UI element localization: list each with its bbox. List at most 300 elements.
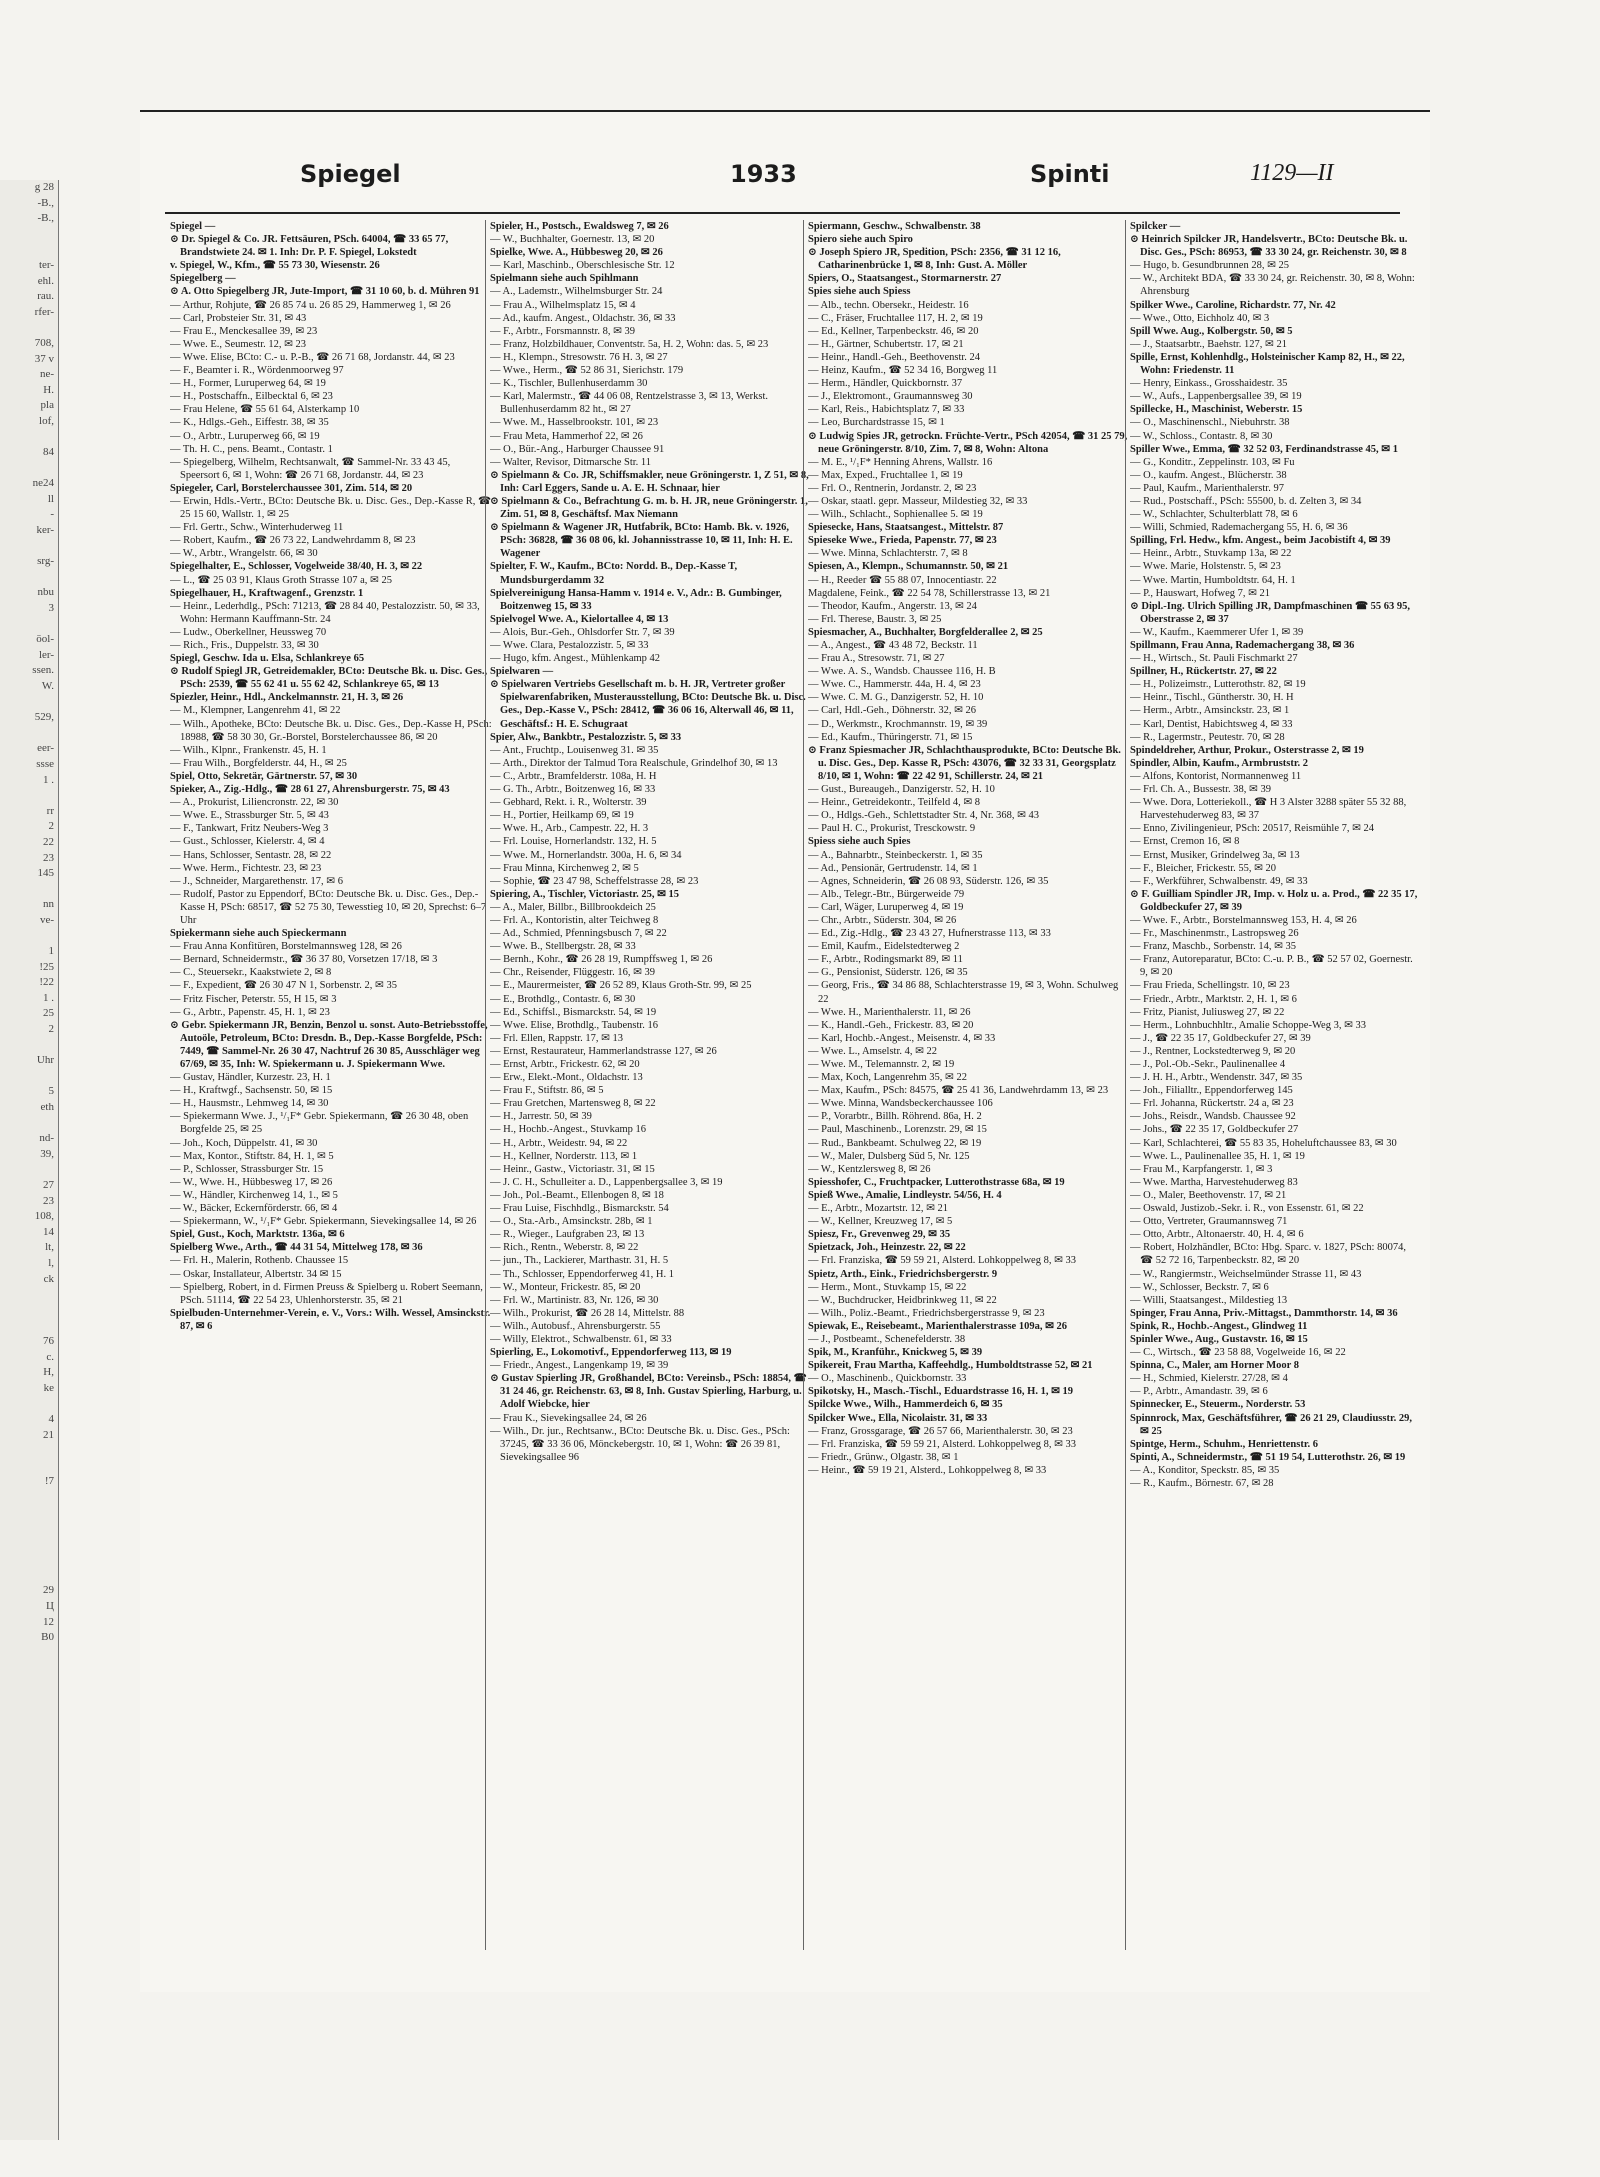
directory-entry: — Wwe. Elise, Brothdlg., Taubenstr. 16: [490, 1019, 659, 1031]
directory-entry: — F., Werkführer, Schwalbenstr. 49, ✉ 33: [1130, 875, 1308, 887]
edge-fragment: 27: [43, 1179, 54, 1191]
directory-entry: — W., Kentzlersweg 8, ✉ 26: [808, 1163, 931, 1175]
directory-entry: — W., Monteur, Frickestr. 85, ✉ 20: [490, 1281, 641, 1293]
directory-entry: — Frl. W., Martinistr. 83, Nr. 126, ✉ 30: [490, 1294, 659, 1306]
directory-entry: Spinna, C., Maler, am Horner Moor 8: [1130, 1360, 1299, 1372]
directory-entry: ⊙ F. Guilliam Spindler JR, Imp. v. Holz u. a. Prod., ☎ 22 35 17, Goldbeckufer 27, ✉ 39: [1130, 888, 1418, 913]
directory-entry: — Bernh., Kohr., ☎ 26 28 19, Rumpffsweg 1, ✉ 26: [490, 954, 713, 966]
directory-entry: — J., Postbeamt., Schenefelderstr. 38: [808, 1333, 966, 1345]
directory-entry: ⊙ Dr. Spiegel & Co. JR. Fettsäuren, PSch. 64004, ☎ 33 65 77, Brandstwiete 24. ✉ 1. Inh: Dr. P. F. Spiegel, Lokstedt: [170, 234, 449, 259]
directory-entry: — Rich., Fris., Duppelstr. 33, ✉ 30: [170, 640, 319, 651]
directory-entry: — Ad., Schmied, Pfenningsbusch 7, ✉ 22: [490, 928, 667, 940]
directory-entry: — Frl. O., Rentnerin, Jordanstr. 2, ✉ 23: [808, 482, 977, 494]
directory-entry: — Heinr., Tischl., Güntherstr. 30, H. H: [1130, 692, 1294, 704]
directory-entry: Spielvogel Wwe. A., Kielortallee 4, ✉ 13: [490, 613, 669, 625]
directory-entry: — Wwe. M., Hasselbrookstr. 101, ✉ 23: [490, 417, 659, 429]
directory-entry: — Frl. Franziska, ☎ 59 59 21, Alsterd. Lohkoppelweg 8, ✉ 33: [808, 1438, 1077, 1450]
directory-entry: — Fritz, Pianist, Juliusweg 27, ✉ 22: [1130, 1006, 1285, 1018]
directory-entry: — J., Pol.-Ob.-Sekr., Paulinenallee 4: [1130, 1059, 1286, 1070]
directory-entry: — E., Maurermeister, ☎ 26 52 89, Klaus Groth-Str. 99, ✉ 25: [490, 980, 752, 992]
directory-entry: — Otto, Arbtr., Altonaerstr. 40, H. 4, ✉ 6: [1130, 1229, 1304, 1241]
directory-entry: — Erw., Elekt.-Mont., Oldachstr. 13: [490, 1072, 643, 1084]
directory-entry: — Karl, Reis., Habichtsplatz 7, ✉ 33: [808, 404, 965, 416]
directory-entry: — H., Postschaffn., Eilbecktal 6, ✉ 23: [170, 391, 333, 403]
directory-entry: — Ad., kaufm. Angest., Oldachstr. 36, ✉ 33: [490, 312, 676, 324]
directory-entry: Spies siehe auch Spiess: [808, 286, 911, 298]
directory-entry: — Karl, Malermstr., ☎ 44 06 08, Rentzelstrasse 3, ✉ 13, Werkst. Bullenhuserdamm 82 ht., ✉ 27: [490, 391, 769, 416]
directory-entry: Spieker, A., Zig.-Hdlg., ☎ 28 61 27, Ahrensburgerstr. 75, ✉ 43: [170, 784, 450, 796]
directory-entry: — Heinr., Gastw., Victoriastr. 31, ✉ 15: [490, 1163, 655, 1175]
directory-entry: — Oskar, Installateur, Albertstr. 34 ✉ 15: [170, 1268, 342, 1280]
directory-entry: — Wwe. Minna, Schlachterstr. 7, ✉ 8: [808, 548, 968, 560]
directory-entry: — C., Arbtr., Bramfelderstr. 108a, H. H: [490, 770, 657, 782]
directory-entry: — Wwe. M., Hornerlandstr. 300a, H. 6, ✉ 34: [490, 849, 682, 861]
directory-entry: — A., Maler, Billbr., Billbrookdeich 25: [490, 901, 656, 913]
directory-entry: — Wwe. Elise, BCto: C.- u. P.-B., ☎ 26 71 68, Jordanstr. 44, ✉ 23: [170, 351, 455, 363]
directory-entry: Spinnrock, Max, Geschäftsführer, ☎ 26 21 29, Claudiusstr. 29, ✉ 25: [1130, 1412, 1413, 1437]
directory-entry: — Heinr., Lederhdlg., PSch: 71213, ☎ 28 84 40, Pestalozzistr. 50, ✉ 33, Wohn: Hermann Kauffmann-Str. 24: [170, 600, 480, 625]
directory-entry: — W., Architekt BDA, ☎ 33 30 24, gr. Reichenstr. 30, ✉ 8, Wohn: Ahrensburg: [1130, 273, 1415, 298]
directory-entry: — Chr., Arbtr., Süderstr. 304, ✉ 26: [808, 914, 957, 926]
directory-entry: — Fr., Maschinenmstr., Lastropsweg 26: [1130, 928, 1299, 940]
edge-fragment: nbu: [37, 586, 54, 599]
directory-entry: Spiesshofer, C., Fruchtpacker, Lutterothstrasse 68a, ✉ 19: [808, 1176, 1065, 1188]
directory-entry: — O., Maschinenb., Quickbornstr. 33: [808, 1373, 967, 1385]
directory-entry: Spiewak, E., Reisebeamt., Marienthalerstrasse 109a, ✉ 26: [808, 1320, 1068, 1332]
directory-entry: — O., Arbtr., Luruperweg 66, ✉ 19: [170, 430, 320, 442]
edge-fragment: 21: [43, 1428, 54, 1441]
directory-entry: — O., kaufm. Angest., Blücherstr. 38: [1130, 469, 1287, 481]
directory-entry: Spiesen, A., Klempn., Schumannstr. 50, ✉ 21: [808, 561, 1009, 573]
directory-entry: Spiegelhauer, H., Kraftwagenf., Grenzstr. 1: [170, 587, 364, 599]
edge-fragment: [0, 1162, 58, 1178]
directory-entry: Spillmann, Frau Anna, Rademachergang 38, ✉ 36: [1130, 640, 1355, 651]
directory-entry: — Heinr., Getreidekontr., Teilfeld 4, ✉ 8: [808, 797, 981, 809]
directory-entry: — Ed., Zig.-Hdlg., ☎ 23 43 27, Hufnerstrasse 113, ✉ 33: [808, 928, 1051, 940]
directory-entry: ⊙ Spielmann & Co. JR, Schiffsmakler, neue Gröningerstr. 1, Z 51, ✉ 8, Inh: Carl Eggers, Sande u. A. E. H. Schnaar, hier: [490, 469, 809, 494]
directory-entry: — W., Kellner, Kreuzweg 17, ✉ 5: [808, 1216, 953, 1228]
directory-entry: — Ernst, Cremon 16, ✉ 8: [1130, 836, 1240, 848]
directory-entry: — K., Handl.-Geh., Frickestr. 83, ✉ 20: [808, 1019, 974, 1031]
directory-entry: Spilling, Frl. Hedw., kfm. Angest., beim Jacobistift 4, ✉ 39: [1130, 535, 1391, 547]
directory-entry: — Henry, Einkass., Grosshaidestr. 35: [1130, 378, 1288, 390]
directory-entry: Spieler, H., Postsch., Ewaldsweg 7, ✉ 26: [490, 221, 669, 232]
directory-entry: — A., Konditor, Speckstr. 85, ✉ 35: [1130, 1464, 1280, 1476]
edge-fragment: [0, 1443, 58, 1459]
directory-entry: — Frl. Johanna, Rückertstr. 24 a, ✉ 23: [1130, 1098, 1294, 1110]
directory-entry: — Heinr., Handl.-Geh., Beethovenstr. 24: [808, 351, 981, 363]
edge-fragment: srg-: [37, 555, 54, 568]
directory-entry: — Willy, Elektrot., Schwalbenstr. 61, ✉ 33: [490, 1333, 672, 1345]
directory-entry: — Wilh., Prokurist, ☎ 26 28 14, Mittelstr. 88: [490, 1307, 685, 1319]
directory-entry: — Frl. Therese, Baustr. 3, ✉ 25: [808, 613, 942, 625]
directory-entry: Spiess siehe auch Spies: [808, 836, 911, 848]
directory-entry: — Johs., Reisdr., Wandsb. Chaussee 92: [1130, 1111, 1296, 1123]
directory-entry: — Franz, Holzbildhauer, Conventstr. 5a, H. 2, Wohn: das. 5, ✉ 23: [490, 338, 769, 350]
directory-entry: — Wilh., Dr. jur., Rechtsanw., BCto: Deutsche Bk. u. Disc. Ges., PSch: 37245, ☎ 33 36 06, Mönckebergstr. 10, ✉ 1, Wohn: ☎ 26 39 81, Sievekingsallee 96: [490, 1425, 790, 1463]
directory-entry: Spierling, E., Lokomotivf., Eppendorferweg 113, ✉ 19: [490, 1347, 732, 1359]
directory-entry: — D., Werkmstr., Krochmannstr. 19, ✉ 39: [808, 718, 988, 730]
column-divider: [803, 220, 804, 1950]
directory-entry: ⊙ Joseph Spiero JR, Spedition, PSch: 2356, ☎ 31 12 16, Catharinenbrücke 1, ✉ 8, Inh: Gust. A. Möller: [808, 247, 1061, 272]
directory-entry: — O., Maler, Beethovenstr. 17, ✉ 21: [1130, 1189, 1287, 1201]
directory-entry: — Arthur, Rohjute, ☎ 26 85 74 u. 26 85 29, Hammerweg 1, ✉ 26: [170, 299, 451, 311]
directory-entry: — K., Tischler, Bullenhuserdamm 30: [490, 378, 648, 390]
directory-entry: — J. C. H., Schulleiter a. D., Lappenbergsallee 3, ✉ 19: [490, 1176, 723, 1188]
directory-entry: — Bernard, Schneidermstr., ☎ 36 37 80, Vorsetzen 17/18, ✉ 3: [170, 954, 438, 966]
directory-entry: — R., Lagermstr., Peutestr. 70, ✉ 28: [1130, 731, 1285, 743]
directory-entry: Spiesecke, Hans, Staatsangest., Mittelstr. 87: [808, 522, 1004, 534]
directory-entry: — Herm., Arbtr., Amsinckstr. 23, ✉ 1: [1130, 705, 1290, 717]
directory-entry: Spilcker —: [1130, 221, 1181, 232]
directory-entry: — Frau Luise, Fischhdlg., Bismarckstr. 54: [490, 1203, 669, 1215]
edge-fragment: 529,: [34, 711, 54, 724]
directory-entry: — F., Arbtr., Forsmannstr. 8, ✉ 39: [490, 325, 636, 337]
directory-entry: — C., Steuersekr., Kaakstwiete 2, ✉ 8: [170, 967, 332, 979]
directory-entry: — A., Bahnarbtr., Steinbeckerstr. 1, ✉ 35: [808, 849, 983, 861]
directory-entry: Spilcker Wwe., Ella, Nicolaistr. 31, ✉ 33: [808, 1412, 988, 1424]
edge-fragment: ter-: [38, 258, 54, 271]
edge-fragment: lt,: [45, 1241, 54, 1254]
directory-entry: — Wwe. M., Telemannstr. 2, ✉ 19: [808, 1059, 955, 1070]
directory-entry: — Frau A., Stresowstr. 71, ✉ 27: [808, 653, 945, 665]
directory-entry: — Frl. H., Malerin, Rothenb. Chaussee 15: [170, 1255, 349, 1267]
edge-fragment: !25: [39, 960, 54, 973]
directory-entry: — Wwe. Martin, Humboldtstr. 64, H. 1: [1130, 574, 1296, 586]
directory-entry: — H., Polizeimstr., Lutterothstr. 82, ✉ 19: [1130, 679, 1306, 691]
directory-entry: Spikotsky, H., Masch.-Tischl., Eduardstrasse 16, H. 1, ✉ 19: [808, 1386, 1074, 1398]
edge-fragment: [0, 1552, 58, 1568]
directory-entry: — Erwin, Hdls.-Vertr., BCto: Deutsche Bk. u. Disc. Ges., Dep.-Kasse R, ☎ 25 15 60, Wallstr. 1, ✉ 25: [170, 495, 492, 521]
directory-entry: — H., Kellner, Norderstr. 113, ✉ 1: [490, 1150, 638, 1162]
directory-entry: — Willi, Staatsangest., Mildestieg 13: [1130, 1294, 1288, 1306]
directory-entry: — Hugo, b. Gesundbrunnen 28, ✉ 25: [1130, 260, 1289, 272]
edge-fragment: Uhr: [36, 1054, 54, 1067]
directory-entry: — Frl. Ch. A., Bussestr. 38, ✉ 39: [1130, 784, 1271, 796]
directory-entry: — Paul, Kaufm., Marienthalerstr. 97: [1130, 482, 1284, 494]
directory-entry: — Franz, Grossgarage, ☎ 26 57 66, Marienthalerstr. 30, ✉ 23: [808, 1425, 1073, 1437]
directory-entry: — Georg, Fris., ☎ 34 86 88, Schlachterstrasse 19, ✉ 3, Wohn. Schulweg 22: [808, 980, 1119, 1005]
directory-entry: — Carl, Probsteier Str. 31, ✉ 43: [170, 312, 307, 324]
header-left-keyword: Spiegel: [300, 160, 401, 188]
directory-entry: — Wwe. H., Marienthalerstr. 11, ✉ 26: [808, 1006, 971, 1018]
edge-fragment: [0, 320, 58, 336]
directory-entry: — H., Reeder ☎ 55 88 07, Innocentiastr. 22: [808, 574, 997, 586]
directory-entry: — Friedr., Arbtr., Marktstr. 2, H. 1, ✉ 6: [1130, 993, 1297, 1005]
edge-fragment: ke: [43, 1381, 54, 1394]
edge-fragment: [0, 1505, 58, 1521]
directory-entry: Spink, R., Hochb.-Angest., Glindweg 11: [1130, 1320, 1308, 1332]
directory-entry: — W., Kaufm., Kaemmerer Ufer 1, ✉ 39: [1130, 626, 1304, 638]
directory-entry: Spill Wwe. Aug., Kolbergstr. 50, ✉ 5: [1130, 325, 1293, 337]
page-header: [140, 160, 1430, 206]
edge-fragment: ssen.: [32, 664, 54, 677]
edge-fragment: [0, 1318, 58, 1334]
edge-fragment: nn: [43, 898, 54, 911]
directory-entry: — Ed., Kaufm., Thüringerstr. 71, ✉ 15: [808, 731, 973, 743]
edge-fragment: [0, 617, 58, 633]
directory-entry: — Wwe. Minna, Wandsbeckerchaussee 106: [808, 1098, 993, 1110]
directory-entry: — Gust., Bureaugeh., Danzigerstr. 52, H. 10: [808, 784, 995, 796]
directory-entry: — Arth., Direktor der Talmud Tora Realschule, Grindelhof 30, ✉ 13: [490, 757, 778, 769]
edge-fragment: [0, 929, 58, 945]
column-3: [808, 220, 1130, 1980]
edge-fragment: 14: [43, 1225, 54, 1238]
directory-entry: — O., Bür.-Ang., Harburger Chaussee 91: [490, 443, 665, 455]
directory-entry: — Rich., Rentn., Weberstr. 8, ✉ 22: [490, 1242, 639, 1254]
column-1: [170, 220, 492, 1980]
directory-entry: — P., Schlosser, Strassburger Str. 15: [170, 1163, 324, 1175]
edge-fragment: [0, 1459, 58, 1475]
edge-fragment: B0: [41, 1631, 54, 1644]
directory-entry: — W., Arbtr., Wrangelstr. 66, ✉ 30: [170, 548, 318, 560]
directory-entry: — A., Angest., ☎ 43 48 72, Beckstr. 11: [808, 640, 978, 651]
directory-entry: — G., Pensionist, Süderstr. 126, ✉ 35: [808, 967, 968, 979]
previous-page-edge: [0, 180, 59, 2140]
directory-entry: — Max, Kontor., Stiftstr. 84, H. 1, ✉ 5: [170, 1150, 334, 1162]
directory-entry: — Spiekermann Wwe. J., ¹/₁F* Gebr. Spiekermann, ☎ 26 30 48, oben Borgfelde 25, ✉ 25: [170, 1111, 469, 1136]
directory-entry: — H., Former, Luruperweg 64, ✉ 19: [170, 378, 326, 390]
directory-entry: — H., Hausmstr., Lehmweg 14, ✉ 30: [170, 1098, 329, 1110]
directory-entry: Spik, M., Kranführ., Knickweg 5, ✉ 39: [808, 1347, 983, 1359]
directory-entry: Spiesmacher, A., Buchhalter, Borgfelderallee 2, ✉ 25: [808, 626, 1043, 638]
edge-fragment: eer-: [37, 742, 54, 755]
directory-entry: v. Spiegel, W., Kfm., ☎ 55 73 30, Wiesenstr. 26: [170, 260, 380, 272]
directory-entry: — Otto, Vertreter, Graumannsweg 71: [1130, 1216, 1288, 1228]
edge-fragment: ker-: [36, 524, 54, 537]
directory-entry: Spintge, Herm., Schuhm., Henriettenstr. 6: [1130, 1438, 1319, 1450]
edge-fragment: [0, 1287, 58, 1303]
directory-entry: — Ant., Fruchtp., Louisenweg 31. ✉ 35: [490, 744, 659, 756]
edge-fragment: ve-: [39, 913, 54, 926]
directory-entry: — Frau E., Menckesallee 39, ✉ 23: [170, 325, 318, 337]
directory-entry: — Heinr., ☎ 59 19 21, Alsterd., Lohkoppelweg 8, ✉ 33: [808, 1464, 1047, 1476]
directory-entry: — Wwe. E., Seumestr. 12, ✉ 23: [170, 338, 307, 350]
directory-entry: — Oswald, Justizob.-Sekr. i. R., von Essenstr. 61, ✉ 22: [1130, 1203, 1364, 1215]
directory-entry: — Wwe. L., Amselstr. 4, ✉ 22: [808, 1045, 938, 1057]
directory-entry: — Hugo, kfm. Angest., Mühlenkamp 42: [490, 653, 661, 665]
directory-entry: Spillecke, H., Maschinist, Weberstr. 15: [1130, 404, 1303, 416]
directory-entry: — Rud., Postschaff., PSch: 55500, b. d. Zelten 3, ✉ 34: [1130, 495, 1362, 507]
edge-fragment: ne24: [32, 477, 54, 490]
directory-entry: — jun., Th., Lackierer, Marthastr. 31, H. 5: [490, 1255, 669, 1267]
directory-entry: — Friedr., Grünw., Olgastr. 38, ✉ 1: [808, 1451, 959, 1463]
directory-entry: — Ed., Schiffsl., Bismarckstr. 54, ✉ 19: [490, 1006, 657, 1018]
directory-entry: Spiegel —: [170, 221, 216, 232]
directory-entry: — Hans, Schlosser, Sentastr. 28, ✉ 22: [170, 849, 332, 861]
directory-entry: — Frau Anna Konfitüren, Borstelmannsweg 128, ✉ 26: [170, 941, 402, 953]
directory-entry: — O., Hdlgs.-Geh., Schlettstadter Str. 4, Nr. 368, ✉ 43: [808, 810, 1040, 822]
directory-entry: — A., Lademstr., Wilhelmsburger Str. 24: [490, 286, 663, 298]
directory-entry: Spieseke Wwe., Frieda, Papenstr. 77, ✉ 23: [808, 535, 997, 547]
directory-entry: — H., Jarrestr. 50, ✉ 39: [490, 1111, 592, 1123]
directory-entry: Spielberg Wwe., Arth., ☎ 44 31 54, Mittelweg 178, ✉ 36: [170, 1242, 423, 1254]
directory-entry: — Frau A., Wilhelmsplatz 15, ✉ 4: [490, 299, 636, 311]
directory-entry: — Wwe. Dora, Lotteriekoll., ☎ H 3 Alster 3288 später 55 32 88, Harvestehuderweg 83, ✉ 37: [1130, 797, 1407, 822]
edge-fragment: [0, 461, 58, 477]
directory-entry: — G. Th., Arbtr., Boitzenweg 16, ✉ 33: [490, 784, 656, 796]
directory-entry: — Wwe. A. S., Wandsb. Chaussee 116, H. B: [808, 666, 996, 678]
edge-fragment: H,: [43, 1366, 54, 1379]
directory-entry: — Th., Schlosser, Eppendorferweg 41, H. 1: [490, 1268, 674, 1280]
edge-fragment: [0, 1568, 58, 1584]
directory-entry: Spille, Ernst, Kohlenhdlg., Holsteinischer Kamp 82, H., ✉ 22, Wohn: Friedenstr. 11: [1130, 351, 1405, 377]
directory-entry: — J., Schneider, Margarethenstr. 17, ✉ 6: [170, 875, 343, 887]
edge-fragment: 12: [43, 1615, 54, 1628]
directory-entry: — Heinz, Kaufm., ☎ 52 34 16, Borgweg 11: [808, 365, 998, 377]
edge-fragment: [0, 695, 58, 711]
directory-entry: Spinnecker, E., Steuerm., Norderstr. 53: [1130, 1399, 1306, 1411]
directory-entry: ⊙ Ludwig Spies JR, getrockn. Früchte-Vertr., PSch 42054, ☎ 31 25 79, neue Gröningerstr. 8/10, Zim. 7, ✉ 8, Wohn: Altona: [808, 430, 1128, 455]
directory-entry: — Rud., Bankbeamt. Schulweg 22, ✉ 19: [808, 1137, 982, 1149]
directory-entry: — Ad., Pensionär, Gertrudenstr. 14, ✉ 1: [808, 862, 978, 874]
edge-fragment: 23: [43, 851, 54, 864]
edge-fragment: 84: [43, 446, 54, 459]
directory-entry: — F., Expedient, ☎ 26 30 47 N 1, Sorbenstr. 2, ✉ 35: [170, 980, 397, 992]
edge-fragment: 1 .: [43, 773, 54, 786]
directory-entry: — Wwe. C. M. G., Danzigerstr. 52, H. 10: [808, 692, 984, 704]
directory-entry: — Emil, Kaufm., Eidelstedterweg 2: [808, 941, 960, 953]
edge-fragment: 3: [48, 602, 54, 615]
edge-fragment: [0, 242, 58, 258]
directory-entry: — Wilh., Schlacht., Sophienallee 5. ✉ 19: [808, 509, 983, 521]
directory-entry: — Wilh., Apotheke, BCto: Deutsche Bk. u. Disc. Ges., Dep.-Kasse H, PSch: 18988, ☎ 58 30 30, Gr.-Borstel, Borstelerchaussee 86, ✉ 20: [170, 718, 492, 743]
directory-entry: ⊙ Rudolf Spiegl JR, Getreidemakler, BCto: Deutsche Bk. u. Disc. Ges., PSch: 2539, ☎ 55 62 41 u. 55 62 42, Schlankreye 65, ✉ 13: [170, 666, 488, 691]
directory-entry: — Frau F., Stiftstr. 86, ✉ 5: [490, 1085, 604, 1097]
directory-entry: — Wwe., Herm., ☎ 52 86 31, Sierichstr. 179: [490, 365, 684, 377]
directory-entry: — W., Bäcker, Eckernförderstr. 66, ✉ 4: [170, 1203, 338, 1215]
directory-entry: — R., Wieger., Laufgraben 23, ✉ 13: [490, 1229, 645, 1241]
directory-entry: — H., Schmied, Kielerstr. 27/28, ✉ 4: [1130, 1373, 1288, 1385]
directory-entry: — Oskar, staatl. gepr. Masseur, Mildestieg 32, ✉ 33: [808, 495, 1028, 507]
directory-entry: Spiegelhalter, E., Schlosser, Vogelweide 38/40, H. 3, ✉ 22: [170, 561, 423, 573]
edge-fragment: c.: [46, 1350, 54, 1363]
edge-fragment: 2: [48, 820, 54, 833]
directory-entry: — Spiegelberg, Wilhelm, Rechtsanwalt, ☎ Sammel-Nr. 33 43 45, Speersort 6, ✉ 1, Wohn: ☎ 26 71 68, Jordanstr. 44, ✉ 23: [170, 456, 451, 481]
edge-fragment: [0, 788, 58, 804]
edge-fragment: ssse: [36, 757, 54, 770]
edge-fragment: ehl.: [37, 274, 54, 287]
directory-entry: — Wwe. Marie, Holstenstr. 5, ✉ 23: [1130, 561, 1281, 573]
column-2: [490, 220, 812, 1980]
directory-entry: — Carl, Wäger, Luruperweg 4, ✉ 19: [808, 901, 964, 913]
header-right-keyword: Spinti: [1030, 160, 1110, 188]
directory-entry: — Robert, Kaufm., ☎ 26 73 22, Landwehrdamm 8, ✉ 23: [170, 535, 416, 547]
directory-entry: — R., Kaufm., Börnestr. 67, ✉ 28: [1130, 1478, 1274, 1489]
edge-fragment: [0, 430, 58, 446]
edge-fragment: W.: [41, 680, 54, 692]
directory-entry: — Franz, Maschb., Sorbenstr. 14, ✉ 35: [1130, 941, 1296, 953]
directory-entry: — W., Aufs., Lappenbergsallee 39, ✉ 19: [1130, 391, 1302, 403]
directory-entry: — Willi, Schmied, Rademachergang 55, H. 6, ✉ 36: [1130, 522, 1348, 534]
directory-entry: — Rudolf, Pastor zu Eppendorf, BCto: Deutsche Bk. u. Disc. Ges., Dep.-Kasse H, PSch: 68517, ☎ 52 75 30, Tewesstieg 10, ✉ 20, Sprechst: 6–7 Uhr: [170, 888, 487, 926]
directory-entry: Spinger, Frau Anna, Priv.-Mittagst., Dammthorstr. 14, ✉ 36: [1130, 1307, 1398, 1319]
edge-fragment: [0, 1521, 58, 1537]
directory-entry: — Wilh., Klpnr., Frankenstr. 45, H. 1: [170, 744, 327, 756]
directory-entry: — Enno, Zivilingenieur, PSch: 20517, Reismühle 7, ✉ 24: [1130, 823, 1375, 835]
directory-entry: Spiel, Gust., Koch, Marktstr. 136a, ✉ 6: [170, 1229, 345, 1241]
directory-entry: — Frau Wilh., Borgfelderstr. 44, H., ✉ 25: [170, 757, 347, 769]
directory-entry: — M., Klempner, Langenrehm 41, ✉ 22: [170, 705, 341, 717]
directory-entry: — Ernst, Arbtr., Frickestr. 62, ✉ 20: [490, 1059, 640, 1070]
directory-entry: — E., Arbtr., Mozartstr. 12, ✉ 21: [808, 1203, 949, 1215]
directory-entry: — Frau M., Karpfangerstr. 1, ✉ 3: [1130, 1163, 1273, 1175]
directory-entry: Spielmann siehe auch Spihlmann: [490, 273, 639, 285]
directory-entry: ⊙ Spielwaren Vertriebs Gesellschaft m. b. H. JR, Vertreter großer Spielwarenfabriken, Musterausstellung, BCto: Deutsche Bk. u. Disc. Ges., Dep.-Kasse V., PSch: 28412, ☎ 36 06 16, Alterwall 46, ✉ 11, Geschäftsf.: H. E. Schugraat: [490, 679, 806, 730]
directory-entry: ⊙ Gustav Spierling JR, Großhandel, BCto: Vereinsb., PSch: 18854, ☎ 31 24 46, gr. Reichenstr. 63, ✉ 8, Inh. Gustav Spierling, Harburg, u. Adolf Wiebcke, hier: [490, 1373, 807, 1411]
directory-entry: — Max, Exped., Fruchtallee 1, ✉ 19: [808, 469, 963, 481]
edge-fragment: !22: [39, 976, 54, 989]
directory-entry: Spiering, A., Tischler, Victoriastr. 25, ✉ 15: [490, 888, 680, 900]
edge-fragment: [0, 726, 58, 742]
directory-entry: ⊙ Gebr. Spiekermann JR, Benzin, Benzol u. sonst. Auto-Betriebsstoffe, Autoöle, Petroleum, BCto: Dresdn. B., Dep.-Kasse Borgfelde, PSch: 7449, ☎ Sammel-Nr. 26 30 47, Nachtruf 26 30 85, Ausschläger weg 67/69, ✉ 35, Inh: W. Spiekermann u. J. Spiekermann Wwe.: [170, 1019, 488, 1070]
directory-entry: — Alois, Bur.-Geh., Ohlsdorfer Str. 7, ✉ 39: [490, 626, 675, 638]
edge-fragment: 25: [43, 1007, 54, 1020]
directory-entry: — W., Rangiermstr., Weichselmünder Strasse 11, ✉ 43: [1130, 1268, 1362, 1280]
directory-entry: Spikereit, Frau Martha, Kaffeehdlg., Humboldtstrasse 52, ✉ 21: [808, 1360, 1093, 1372]
directory-entry: Spiegelberg —: [170, 273, 236, 285]
edge-fragment: [0, 1038, 58, 1054]
directory-entry: — Karl, Hochb.-Angest., Meisenstr. 4, ✉ 33: [808, 1032, 996, 1044]
edge-fragment: [0, 1490, 58, 1506]
edge-fragment: [0, 570, 58, 586]
directory-entry: — Wilh., Poliz.-Beamt., Friedrichsbergerstrasse 9, ✉ 23: [808, 1307, 1045, 1319]
directory-entry: — W., Händler, Kirchenweg 14, 1., ✉ 5: [170, 1189, 338, 1201]
directory-entry: — Wwe. B., Stellbergstr. 28, ✉ 33: [490, 941, 636, 953]
directory-entry: Spietzack, Joh., Heinzestr. 22, ✉ 22: [808, 1242, 966, 1254]
edge-fragment: rau.: [37, 290, 54, 303]
column-divider: [485, 220, 486, 1950]
directory-entry: — Wwe. Martha, Harvestehuderweg 83: [1130, 1176, 1298, 1188]
directory-entry: — Wwe. F., Arbtr., Borstelmannsweg 153, H. 4, ✉ 26: [1130, 914, 1357, 926]
directory-entry: — Agnes, Schneiderin, ☎ 26 08 93, Süderstr. 126, ✉ 35: [808, 875, 1049, 887]
column-4: [1130, 220, 1420, 1980]
directory-entry: — Th. H. C., pens. Beamt., Contastr. 1: [170, 443, 333, 455]
directory-entry: — Walter, Revisor, Ditmarsche Str. 11: [490, 456, 652, 468]
directory-entry: — O., Maschinenschl., Niebuhrstr. 38: [1130, 417, 1290, 429]
directory-entry: — W., Buchdrucker, Heidbrinkweg 11, ✉ 22: [808, 1294, 997, 1306]
edge-fragment: 23: [43, 1194, 54, 1207]
directory-entry: — C., Wirtsch., ☎ 23 58 88, Vogelweide 16, ✉ 22: [1130, 1347, 1346, 1359]
directory-entry: ⊙ Dipl.-Ing. Ulrich Spilling JR, Dampfmaschinen ☎ 55 63 95, Oberstrasse 2, ✉ 37: [1130, 600, 1411, 625]
directory-entry: — H., Portier, Heilkamp 69, ✉ 19: [490, 810, 634, 822]
directory-entry: — A., Prokurist, Liliencronstr. 22, ✉ 30: [170, 797, 339, 809]
directory-entry: — W., Schlosser, Beckstr. 7, ✉ 6: [1130, 1281, 1269, 1293]
directory-entry: Spiel, Otto, Sekretär, Gärtnerstr. 57, ✉ 30: [170, 770, 358, 782]
directory-entry: — H., Hochb.-Angest., Stuvkamp 16: [490, 1124, 647, 1136]
directory-entry: — M. E., ¹/₁F* Henning Ahrens, Wallstr. 16: [808, 456, 993, 468]
edge-fragment: 708,: [34, 336, 54, 349]
directory-entry: — Frau K., Sievekingsallee 24, ✉ 26: [490, 1412, 647, 1424]
edge-fragment: H.: [43, 383, 54, 396]
directory-entry: ⊙ Franz Spiesmacher JR, Schlachthausprodukte, BCto: Deutsche Bk. u. Disc. Ges., Dep. Kasse R, PSch: 43076, ☎ 32 33 31, Georgsplatz 8/10, ✉ 1, Wohn: ☎ 22 42 91, Schillerstr. 24, ✉ 21: [808, 744, 1121, 782]
directory-entry: Spiero siehe auch Spiro: [808, 234, 913, 246]
edge-fragment: 29: [43, 1584, 54, 1597]
directory-entry: — Spielberg, Robert, in d. Firmen Preuss & Spielberg u. Robert Seemann, PSch. 51114, ☎ 22 54 23, Uhlenhorsterstr. 35, ✉ 21: [170, 1281, 483, 1306]
directory-entry: ⊙ Spielmann & Wagener JR, Hutfabrik, BCto: Hamb. Bk. v. 1926, PSch: 36828, ☎ 36 08 06, kl. Johannisstrasse 10, ✉ 11, Inh: H. E. Wagener: [490, 522, 793, 560]
directory-entry: — H., Wirtsch., St. Pauli Fischmarkt 27: [1130, 653, 1298, 665]
directory-entry: — L., ☎ 25 03 91, Klaus Groth Strasse 107 a, ✉ 25: [170, 574, 392, 586]
directory-entry: — Gust., Schlosser, Kielerstr. 4, ✉ 4: [170, 836, 325, 848]
directory-entry: Spiers, O., Staatsangest., Stormarnerstr. 27: [808, 273, 1002, 285]
directory-entry: — J., ☎ 22 35 17, Goldbeckufer 27, ✉ 39: [1130, 1032, 1311, 1044]
directory-entry: — Heinr., Arbtr., Stuvkamp 13a, ✉ 22: [1130, 548, 1292, 560]
directory-entry: Spiekermann siehe auch Spieckermann: [170, 928, 347, 940]
directory-entry: — W., Wwe. H., Hübbesweg 17, ✉ 26: [170, 1176, 333, 1188]
directory-entry: Spillner, H., Rückertstr. 27, ✉ 22: [1130, 666, 1277, 678]
edge-fragment: l,: [48, 1256, 54, 1269]
directory-entry: — Paul, Maschinenb., Lorenzstr. 29, ✉ 15: [808, 1124, 987, 1136]
